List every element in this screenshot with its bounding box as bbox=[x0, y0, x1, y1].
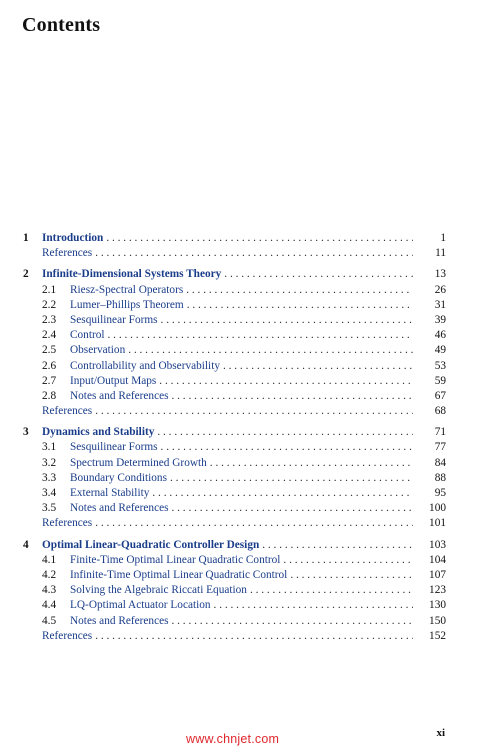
section-title-link[interactable]: Lumer–Phillips Theorem bbox=[70, 298, 184, 311]
section-title-link[interactable]: Riesz-Spectral Operators bbox=[70, 283, 184, 296]
references-link[interactable]: References bbox=[42, 517, 93, 530]
section-title-link[interactable]: Observation bbox=[70, 344, 126, 357]
toc-entry bbox=[42, 404, 446, 419]
chapter-block bbox=[0, 425, 483, 531]
section-number: 3.3 bbox=[42, 471, 57, 484]
page-ref: 59 bbox=[413, 374, 446, 389]
section-title-link[interactable]: Notes and References bbox=[70, 502, 169, 515]
section-title-link[interactable]: Solving the Algebraic Riccati Equation bbox=[70, 584, 247, 597]
page-ref: 13 bbox=[413, 267, 446, 282]
page-ref: 104 bbox=[413, 553, 446, 568]
section-row[interactable] bbox=[0, 283, 483, 298]
page-ref: 84 bbox=[413, 456, 446, 471]
section-title-link[interactable]: Finite-Time Optimal Linear Quadratic Control bbox=[70, 553, 281, 566]
section-title-link[interactable]: Control bbox=[70, 329, 105, 342]
section-row[interactable] bbox=[0, 359, 483, 374]
section-row[interactable] bbox=[0, 501, 483, 516]
toc-entry bbox=[70, 389, 446, 404]
section-row[interactable] bbox=[0, 328, 483, 343]
section-row[interactable] bbox=[0, 486, 483, 501]
section-number: 4.1 bbox=[42, 553, 57, 566]
page-ref: 67 bbox=[413, 389, 446, 404]
section-row[interactable] bbox=[0, 298, 483, 313]
chapter-number: 4 bbox=[23, 538, 29, 551]
section-title-link[interactable]: Controllability and Observability bbox=[70, 359, 220, 372]
dot-leader bbox=[170, 471, 446, 486]
watermark: www.chnjet.com bbox=[186, 732, 280, 746]
toc-entry bbox=[70, 486, 446, 501]
dot-leader bbox=[172, 614, 447, 629]
chapter-row[interactable] bbox=[0, 267, 483, 282]
dot-leader bbox=[161, 440, 446, 455]
section-row[interactable] bbox=[0, 583, 483, 598]
section-title-link[interactable]: Notes and References bbox=[70, 614, 169, 627]
section-row[interactable] bbox=[0, 568, 483, 583]
dot-leader bbox=[210, 456, 446, 471]
page-ref: 31 bbox=[413, 298, 446, 313]
dot-leader bbox=[157, 425, 446, 440]
chapter-title-link[interactable]: Dynamics and Stability bbox=[42, 426, 155, 439]
page-ref: 46 bbox=[413, 328, 446, 343]
references-row[interactable] bbox=[0, 404, 483, 419]
toc-entry bbox=[70, 598, 446, 613]
toc-entry bbox=[70, 614, 446, 629]
chapter-title-link[interactable]: Optimal Linear-Quadratic Controller Design bbox=[42, 538, 260, 551]
toc-entry bbox=[70, 583, 446, 598]
section-number: 2.6 bbox=[42, 359, 57, 372]
section-number: 3.5 bbox=[42, 502, 57, 515]
section-title-link[interactable]: Input/Output Maps bbox=[70, 374, 157, 387]
page-ref: 11 bbox=[413, 246, 446, 261]
section-row[interactable] bbox=[0, 313, 483, 328]
chapter-row[interactable] bbox=[0, 425, 483, 440]
section-row[interactable] bbox=[0, 456, 483, 471]
section-title-link[interactable]: Infinite-Time Optimal Linear Quadratic Control bbox=[70, 568, 288, 581]
toc-entry bbox=[70, 359, 446, 374]
dot-leader bbox=[186, 283, 446, 298]
page-ref: 1 bbox=[413, 231, 446, 246]
section-number: 3.1 bbox=[42, 441, 57, 454]
section-number: 2.4 bbox=[42, 329, 57, 342]
chapter-number: 2 bbox=[23, 268, 29, 281]
chapter-block bbox=[0, 538, 483, 644]
dot-leader bbox=[152, 486, 446, 501]
table-of-contents bbox=[0, 231, 483, 650]
references-row[interactable] bbox=[0, 516, 483, 531]
page-ref: 77 bbox=[413, 440, 446, 455]
toc-entry bbox=[70, 374, 446, 389]
page-ref: 95 bbox=[413, 486, 446, 501]
dot-leader bbox=[95, 629, 446, 644]
dot-leader bbox=[161, 313, 446, 328]
chapter-number: 3 bbox=[23, 426, 29, 439]
section-number: 4.4 bbox=[42, 599, 57, 612]
toc-entry bbox=[70, 283, 446, 298]
toc-entry bbox=[42, 231, 446, 246]
page-ref: 130 bbox=[413, 598, 446, 613]
section-number: 2.8 bbox=[42, 389, 57, 402]
section-title-link[interactable]: Sesquilinear Forms bbox=[70, 441, 158, 454]
toc-entry bbox=[42, 516, 446, 531]
section-row[interactable] bbox=[0, 614, 483, 629]
dot-leader bbox=[172, 389, 447, 404]
references-link[interactable]: References bbox=[42, 405, 93, 418]
toc-entry bbox=[70, 313, 446, 328]
section-row[interactable] bbox=[0, 553, 483, 568]
chapter-row[interactable] bbox=[0, 538, 483, 553]
toc-entry bbox=[42, 629, 446, 644]
chapter-block bbox=[0, 231, 483, 261]
page-ref: 101 bbox=[413, 516, 446, 531]
page-ref: 152 bbox=[413, 629, 446, 644]
section-row[interactable] bbox=[0, 374, 483, 389]
section-number: 4.5 bbox=[42, 614, 57, 627]
dot-leader bbox=[172, 501, 447, 516]
section-number: 2.7 bbox=[42, 374, 57, 387]
page-ref: 39 bbox=[413, 313, 446, 328]
section-title-link[interactable]: Boundary Conditions bbox=[70, 471, 167, 484]
references-row[interactable] bbox=[0, 246, 483, 261]
dot-leader bbox=[95, 516, 446, 531]
section-number: 4.3 bbox=[42, 584, 57, 597]
section-title-link[interactable]: LQ-Optimal Actuator Location bbox=[70, 599, 211, 612]
references-link[interactable]: References bbox=[42, 247, 93, 260]
references-row[interactable] bbox=[0, 629, 483, 644]
dot-leader bbox=[106, 231, 446, 246]
page-ref: 68 bbox=[413, 404, 446, 419]
dot-leader bbox=[187, 298, 446, 313]
dot-leader bbox=[95, 404, 446, 419]
toc-entry bbox=[70, 298, 446, 313]
toc-entry bbox=[70, 471, 446, 486]
dot-leader bbox=[214, 598, 446, 613]
toc-entry bbox=[70, 456, 446, 471]
section-row[interactable] bbox=[0, 343, 483, 358]
section-number: 2.1 bbox=[42, 283, 57, 296]
chapter-number: 1 bbox=[23, 232, 29, 244]
chapter-row[interactable] bbox=[0, 231, 483, 246]
section-number: 3.4 bbox=[42, 487, 57, 499]
page-ref: 53 bbox=[413, 359, 446, 374]
chapter-block bbox=[0, 267, 483, 419]
references-link[interactable]: References bbox=[42, 629, 93, 642]
section-number: 2.2 bbox=[42, 298, 57, 311]
section-number: 2.3 bbox=[42, 313, 57, 326]
toc-entry bbox=[42, 267, 446, 282]
section-row[interactable] bbox=[0, 598, 483, 613]
page-ref: 88 bbox=[413, 471, 446, 486]
section-row[interactable] bbox=[0, 471, 483, 486]
section-row[interactable] bbox=[0, 389, 483, 404]
page-title: Contents bbox=[22, 14, 101, 36]
section-title-link[interactable]: External Stability bbox=[70, 487, 150, 499]
page-number: xi bbox=[436, 727, 445, 739]
section-number: 2.5 bbox=[42, 344, 57, 357]
toc-entry bbox=[42, 538, 446, 553]
section-row[interactable] bbox=[0, 440, 483, 455]
toc-entry bbox=[70, 328, 446, 343]
section-number: 4.2 bbox=[42, 568, 57, 581]
section-title-link[interactable]: Notes and References bbox=[70, 389, 169, 402]
dot-leader bbox=[159, 374, 446, 389]
dot-leader bbox=[128, 343, 446, 358]
toc-entry bbox=[70, 343, 446, 358]
section-title-link[interactable]: Sesquilinear Forms bbox=[70, 313, 158, 326]
page-ref: 150 bbox=[413, 614, 446, 629]
page-ref: 123 bbox=[413, 583, 446, 598]
page-ref: 100 bbox=[413, 501, 446, 516]
dot-leader bbox=[108, 328, 446, 343]
section-title-link[interactable]: Spectrum Determined Growth bbox=[70, 456, 207, 469]
toc-entry bbox=[70, 440, 446, 455]
page-ref: 103 bbox=[413, 538, 446, 553]
toc-entry bbox=[70, 501, 446, 516]
chapter-title-link[interactable]: Infinite-Dimensional Systems Theory bbox=[42, 268, 222, 281]
page-ref: 107 bbox=[413, 568, 446, 583]
toc-entry bbox=[70, 553, 446, 568]
page-ref: 71 bbox=[413, 425, 446, 440]
page-ref: 49 bbox=[413, 343, 446, 358]
toc-entry bbox=[70, 568, 446, 583]
section-number: 3.2 bbox=[42, 456, 57, 469]
toc-entry bbox=[42, 246, 446, 261]
toc-entry bbox=[42, 425, 446, 440]
page-ref: 26 bbox=[413, 283, 446, 298]
dot-leader bbox=[95, 246, 446, 261]
chapter-title-link[interactable]: Introduction bbox=[42, 232, 104, 244]
